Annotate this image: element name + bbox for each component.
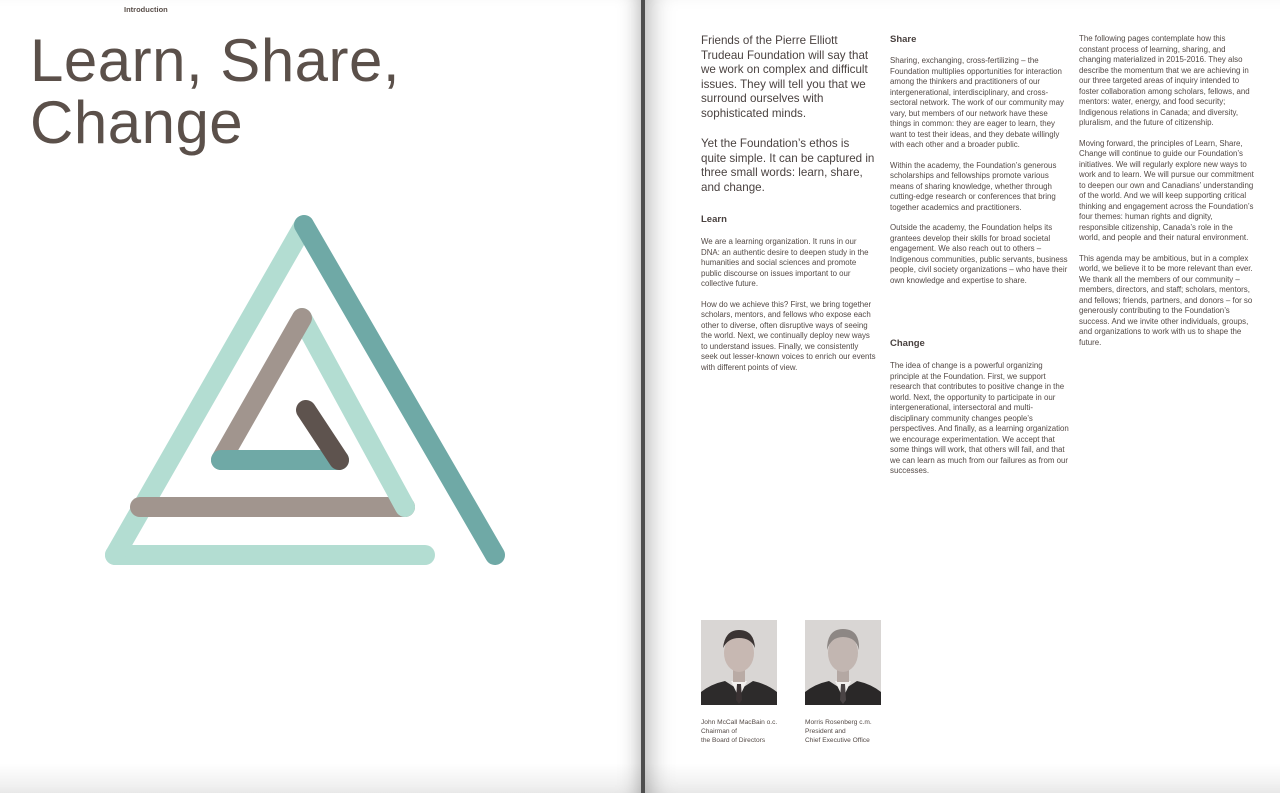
closing-body	[1079, 34, 1255, 358]
page-shadow	[0, 763, 641, 793]
signatory-role: Chairman of	[701, 727, 737, 735]
person-photo-icon	[805, 620, 881, 705]
signatory-caption	[701, 719, 811, 745]
signatory-caption	[805, 719, 915, 745]
learn-body	[701, 237, 877, 383]
signatory-role: the Board of Directors	[701, 736, 766, 744]
page-title	[30, 27, 450, 156]
closing-paragraph: The following pages contemplate how this constant process of learning, sharing, and changing materialized in 2015-2016. They also describe the momentum that we are achieving in our three targeted areas of inquiry intended to foster collaboration among scholars, fellows, and mentors: water, energy, and food security; Indigenous relations in Canada; and diversity, pluralism, and the future of citizenship.	[1079, 34, 1250, 127]
share-heading: Share	[890, 34, 917, 45]
share-paragraph: Outside the academy, the Foundation helps its grantees develop their skills for broad societal engagement. We also reach out to others – Indigenous communities, public servants, business people, civil society organizations – who have their own knowledge and expertise to share.	[890, 223, 1068, 285]
closing-paragraph: This agenda may be ambitious, but in a complex world, we believe it to be more relevant than ever. We thank all the members of our community – members, directors, and staff; scholars, mentors, and fellows; friends, partners, and donors – for so generously contributing to the Foundation’s success. And we invite other individuals, groups, and organizations to work with us to shape the future.	[1079, 253, 1253, 347]
signatory-name: John McCall MacBain o.c.	[701, 719, 778, 726]
right-page	[645, 0, 1280, 793]
learn-paragraph: We are a learning organization. It runs in our DNA: an authentic desire to deepen study in the humanities and social sciences and promote public discourse on issues important to our collective future.	[701, 237, 869, 288]
section-label: Introduction	[124, 5, 168, 14]
person-photo-icon	[701, 620, 777, 705]
learn-paragraph: How do we achieve this? First, we bring together scholars, mentors, and fellows who expose each other to diverse, often disruptive ways of seeing the world. Next, we continually deploy new ways to understand issues. Finally, we consistently seek out lesser-known voices to enrich our events with different points of view.	[701, 299, 876, 372]
portrait-chairman	[701, 620, 777, 705]
change-paragraph: The idea of change is a powerful organizing principle at the Foundation. First, we support research that contributes to positive change in the world. Next, the opportunity to participate in our intergenerational, intersectoral and multi-disciplinary community changes people’s perspectives. And finally, as a learning organization we encourage experimentation. We accept that some things will work, that others will fail, and that we can learn as much from our failures as from our successes.	[890, 361, 1069, 475]
signatory-name: Morris Rosenberg c.m.	[805, 719, 872, 726]
share-body	[890, 56, 1070, 296]
page-title-line-1: Learn, Share,	[30, 27, 401, 94]
page-title-line-2: Change	[30, 89, 244, 156]
share-paragraph: Within the academy, the Foundation’s generous scholarships and fellowships promote various means of sharing knowledge, whether through cutting-edge research or conferences that bring together academics and practitioners.	[890, 160, 1057, 212]
change-body	[890, 361, 1070, 487]
lead-paragraph-1: Friends of the Pierre Elliott Trudeau Foundation will say that we work on complex and difficult issues. They will tell you that we surround ourselves with sophisticated minds.	[701, 34, 869, 120]
learn-heading: Learn	[701, 214, 727, 225]
nested-triangle-logo-icon	[95, 210, 525, 580]
signatory-role: President and	[805, 727, 846, 735]
signatory-role: Chief Executive Office	[805, 736, 870, 744]
share-paragraph: Sharing, exchanging, cross-fertilizing – the Foundation multiplies opportunities for interaction among the thinkers and practitioners of our intergenerational, interdisciplinary, and cross-sectoral network. The work of our community may vary, but members of our network have these things in common: they are eager to learn, they want to test their ideas, and they debate willingly with each other and a broader public.	[890, 56, 1064, 149]
change-heading: Change	[890, 338, 925, 349]
closing-paragraph: Moving forward, the principles of Learn, Share, Change will continue to guide our Foundation’s initiatives. We will regularly explore new ways to work and to learn. We will pursue our commitment to deepen our own and Canadians’ understanding of the world. And we will keep supporting critical thinking and engagement across the Foundation’s four themes: human rights and dignity, responsible citizenship, Canada’s role in the world, and people and their natural environment.	[1079, 138, 1254, 242]
page-shadow	[645, 763, 1280, 793]
lead-paragraph-2: Yet the Foundation’s ethos is quite simple. It can be captured in three small words: learn, share, and change.	[701, 137, 875, 194]
portrait-president	[805, 620, 881, 705]
